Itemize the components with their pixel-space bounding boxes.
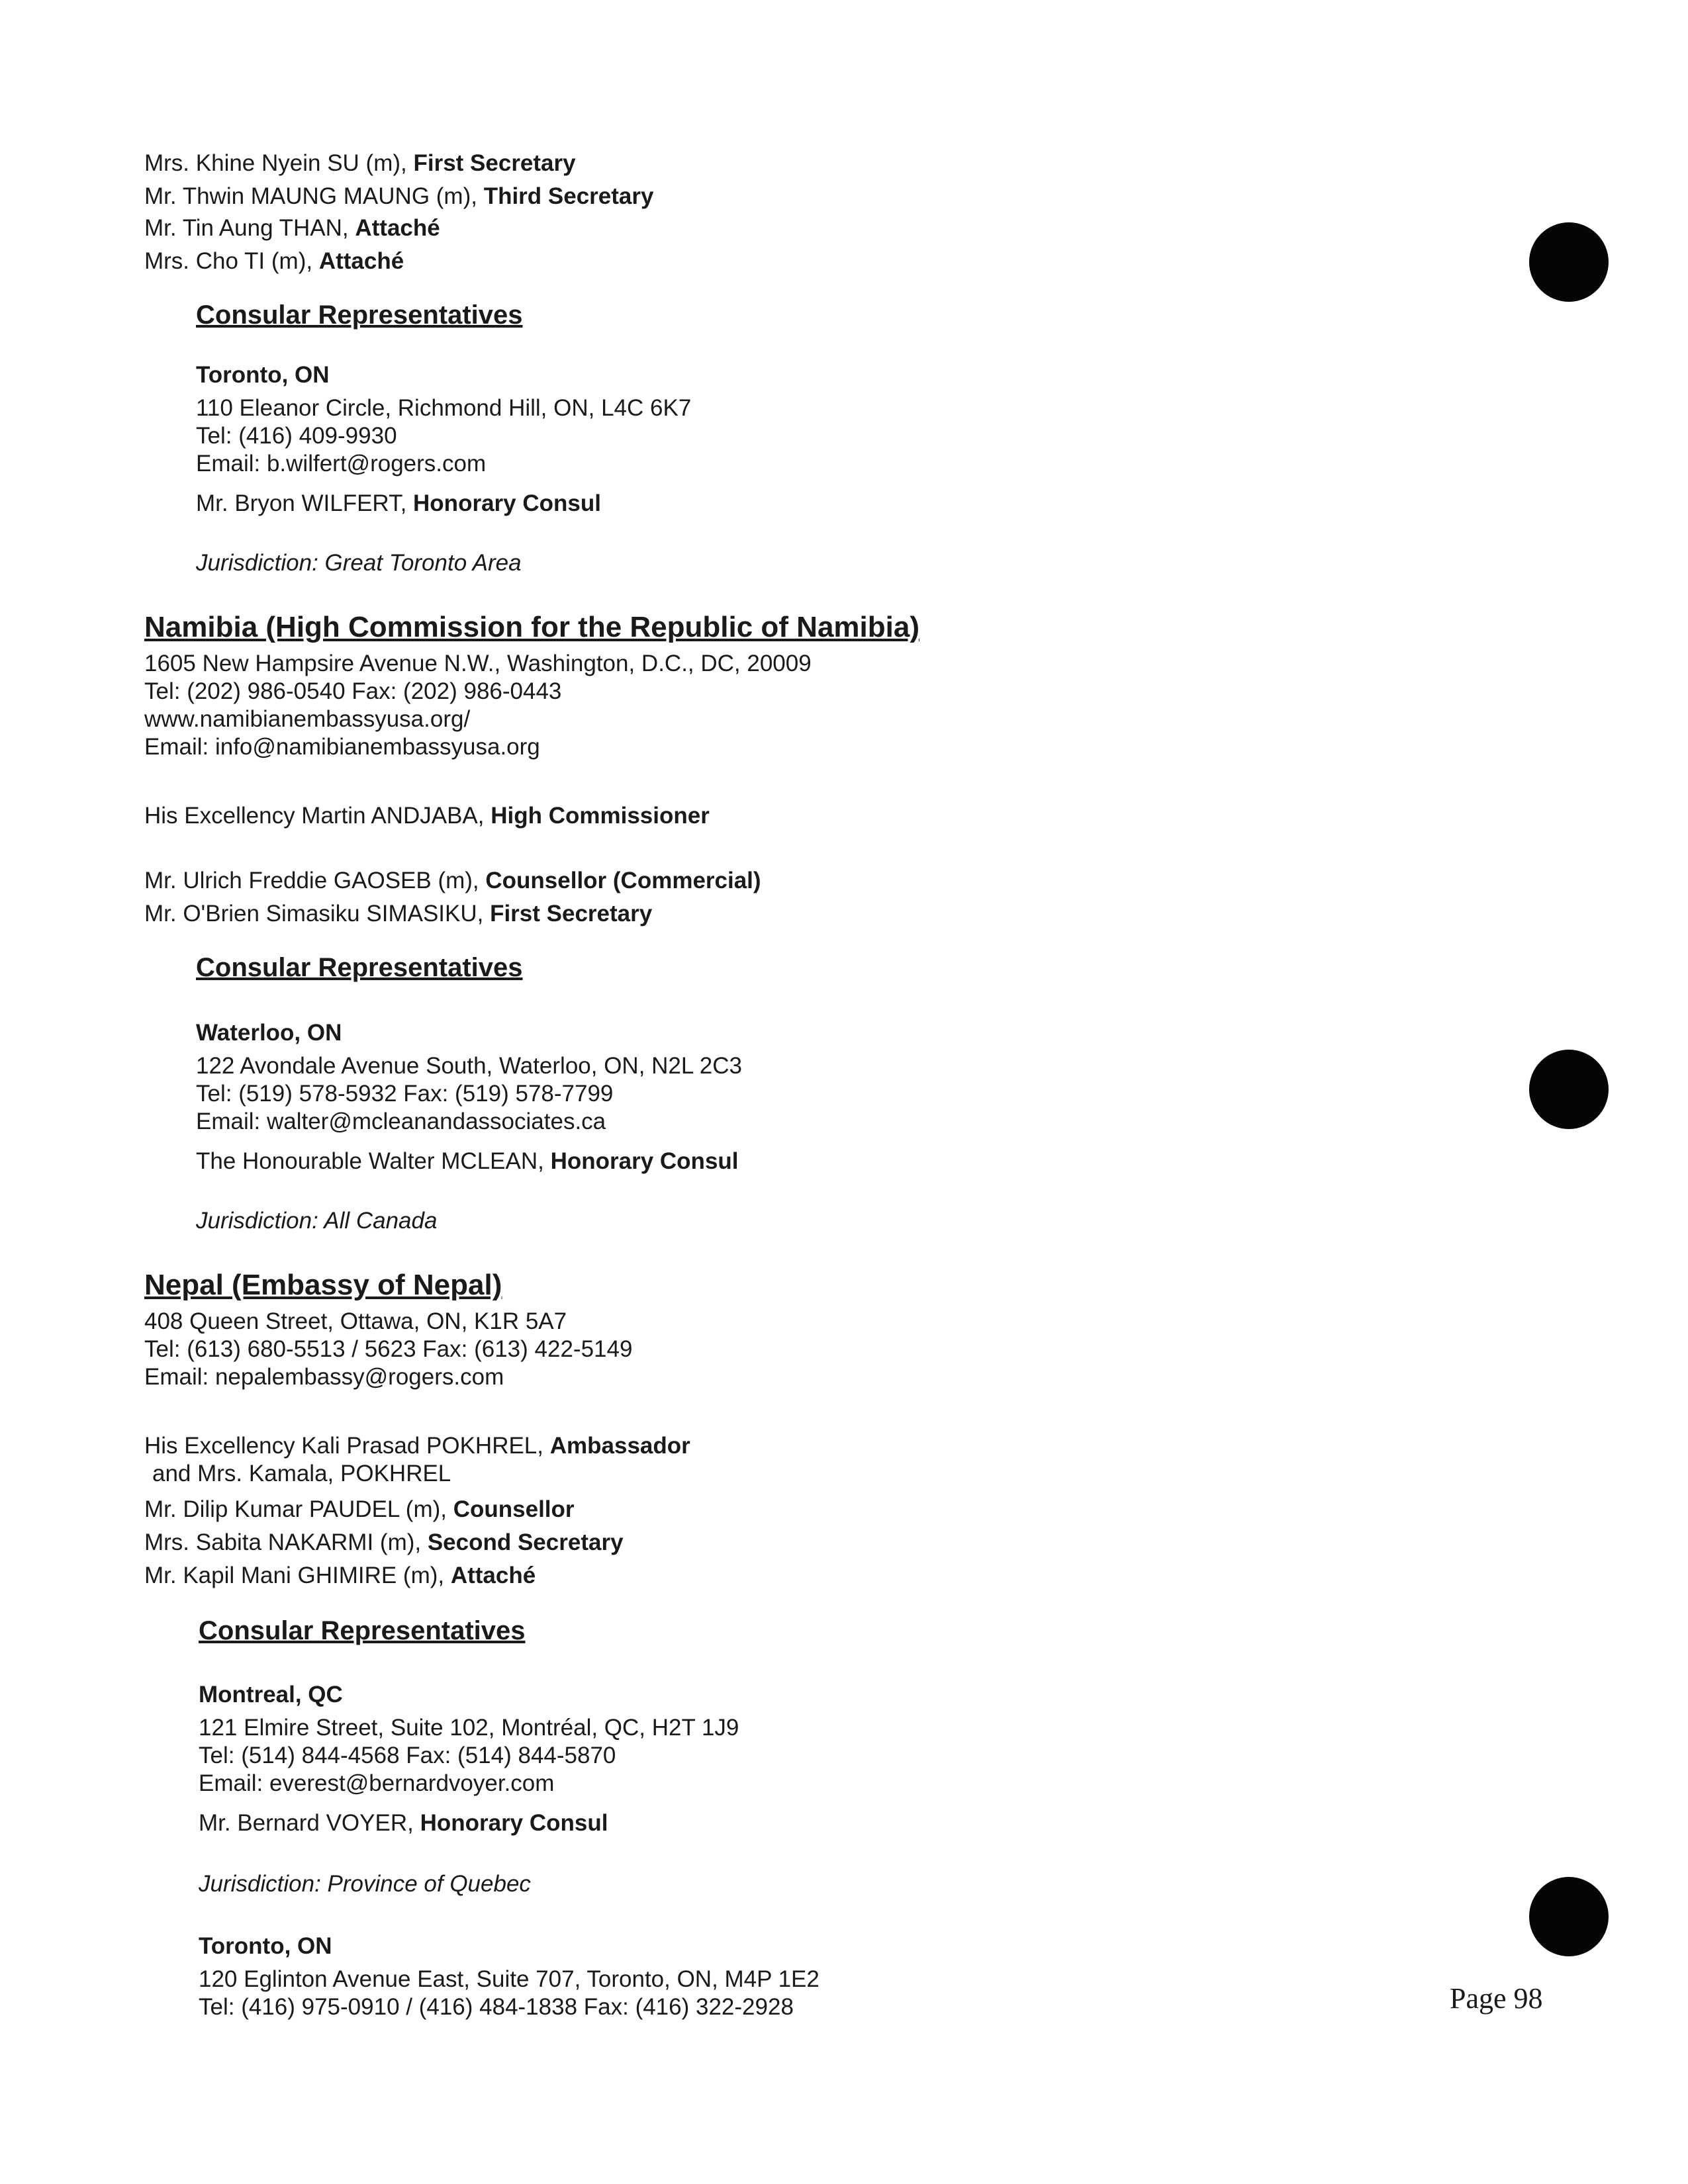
spouse: and Mrs. Kamala, POKHREL [152,1461,451,1486]
consular-address: 121 Elmire Street, Suite 102, Montréal, QC, H2T 1J9 [199,1715,739,1741]
consular-city: Toronto, ON [199,1933,332,1959]
punch-hole-middle [1529,1050,1609,1129]
embassy-address: 408 Queen Street, Ottawa, ON, K1R 5A7 [144,1308,567,1334]
staff-name: Mr. Thwin MAUNG MAUNG (m), [144,183,484,209]
staff-line [144,900,652,928]
consul-title: Honorary Consul [550,1148,739,1174]
consular-email: Email: everest@bernardvoyer.com [199,1770,555,1796]
staff-title: First Secretary [413,150,576,176]
head-title: High Commissioner [491,803,710,829]
punch-hole-bottom [1529,1877,1609,1956]
head-of-mission [144,802,710,830]
consular-tel: Tel: (514) 844-4568 Fax: (514) 844-5870 [199,1743,616,1768]
consul-name: The Honourable Walter MCLEAN, [196,1148,551,1174]
staff-name: Mrs. Sabita NAKARMI (m), [144,1529,428,1555]
consular-tel: Tel: (519) 578-5932 Fax: (519) 578-7799 [196,1081,614,1107]
staff-title: First Secretary [490,901,653,927]
staff-name: Mr. Ulrich Freddie GAOSEB (m), [144,868,486,893]
consular-email: Email: b.wilfert@rogers.com [196,451,487,477]
head-name: His Excellency Kali Prasad POKHREL, [144,1433,550,1459]
consul-name: Mr. Bryon WILFERT, [196,490,414,516]
punch-hole-top [1529,222,1609,302]
embassy-email: Email: nepalembassy@rogers.com [144,1364,504,1390]
staff-name: Mr. Kapil Mani GHIMIRE (m), [144,1563,451,1588]
embassy-tel: Tel: (202) 986-0540 Fax: (202) 986-0443 [144,678,562,704]
head-name: His Excellency Martin ANDJABA, [144,803,491,829]
consular-tel: Tel: (416) 409-9930 [196,423,397,449]
consular-heading: Consular Representatives [196,953,523,982]
consular-email: Email: walter@mcleanandassociates.ca [196,1109,606,1134]
staff-title: Attaché [355,215,440,241]
staff-title: Counsellor [453,1496,575,1522]
consul-title: Honorary Consul [413,490,601,516]
embassy-email: Email: info@namibianembassyusa.org [144,734,540,760]
staff-line [144,214,440,242]
embassy-tel: Tel: (613) 680-5513 / 5623 Fax: (613) 422-5149 [144,1336,633,1362]
staff-name: Mrs. Khine Nyein SU (m), [144,150,414,176]
staff-line [144,1496,575,1524]
staff-line [144,1529,624,1557]
jurisdiction: Jurisdiction: Great Toronto Area [196,550,522,576]
staff-title: Counsellor (Commercial) [485,868,761,893]
page-number: Page 98 [1450,1982,1543,2015]
staff-line [144,1562,536,1590]
staff-title: Attaché [318,248,404,274]
consular-city: Toronto, ON [196,362,330,388]
staff-title: Third Secretary [483,183,654,209]
consular-heading: Consular Representatives [199,1616,526,1645]
staff-title: Attaché [450,1563,536,1588]
country-heading-namibia: Namibia (High Commission for the Republic of Namibia) [144,611,919,643]
consular-city: Montreal, QC [199,1682,343,1707]
consul-line [199,1809,608,1837]
consul-name: Mr. Bernard VOYER, [199,1810,420,1836]
consular-address: 120 Eglinton Avenue East, Suite 707, Toronto, ON, M4P 1E2 [199,1966,820,1992]
staff-line [144,248,404,275]
staff-name: Mr. Dilip Kumar PAUDEL (m), [144,1496,453,1522]
consular-address: 110 Eleanor Circle, Richmond Hill, ON, L4C 6K7 [196,395,692,421]
consular-city: Waterloo, ON [196,1020,342,1046]
consular-address: 122 Avondale Avenue South, Waterloo, ON, N2L 2C3 [196,1053,742,1079]
staff-line [144,150,576,177]
consul-title: Honorary Consul [420,1810,608,1836]
staff-name: Mr. O'Brien Simasiku SIMASIKU, [144,901,491,927]
staff-line [144,183,653,210]
staff-name: Mr. Tin Aung THAN, [144,215,355,241]
embassy-website: www.namibianembassyusa.org/ [144,706,471,732]
staff-title: Second Secretary [427,1529,624,1555]
consul-line [196,490,601,518]
head-title: Ambassador [549,1433,690,1459]
jurisdiction: Jurisdiction: All Canada [196,1208,438,1234]
consul-line [196,1148,739,1175]
country-heading-nepal: Nepal (Embassy of Nepal) [144,1269,502,1301]
staff-name: Mrs. Cho TI (m), [144,248,319,274]
consular-tel: Tel: (416) 975-0910 / (416) 484-1838 Fax: (416) 322-2928 [199,1994,794,2020]
jurisdiction: Jurisdiction: Province of Quebec [199,1871,531,1897]
embassy-address: 1605 New Hampsire Avenue N.W., Washington, D.C., DC, 20009 [144,651,812,676]
consular-heading: Consular Representatives [196,300,523,330]
head-of-mission [144,1432,690,1460]
staff-line [144,867,761,895]
